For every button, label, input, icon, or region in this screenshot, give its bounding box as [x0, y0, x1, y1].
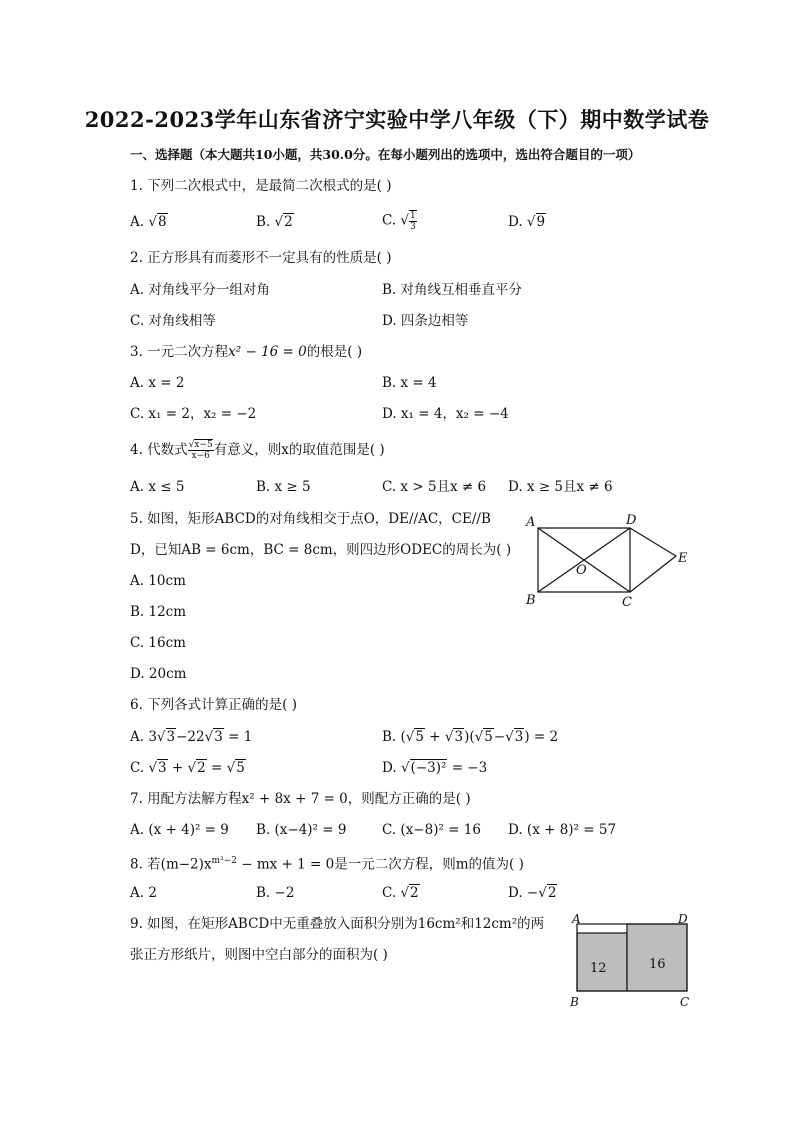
square-16-label: 16: [649, 957, 666, 972]
label-a: A: [526, 515, 536, 530]
q5-option-b: B. 12cm: [130, 604, 187, 620]
q3-option-c: C. x₁ = 2，x₂ = −2: [130, 406, 257, 422]
q1-option-d: D. √9: [508, 214, 546, 230]
q5-option-d: D. 20cm: [130, 666, 187, 682]
q4-option-a: A. x ≤ 5: [130, 479, 185, 495]
q4-option-b: B. x ≥ 5: [256, 479, 311, 495]
label-b: B: [526, 593, 536, 608]
q5-option-a: A. 10cm: [130, 573, 186, 589]
question-6-stem: 6. 下列各式计算正确的是( ): [130, 697, 297, 713]
q7-option-c: C. (x−8)² = 16: [382, 822, 481, 838]
q1-option-a: A. √8: [130, 214, 167, 230]
q8-option-c: C. √2: [382, 885, 419, 901]
question-4-stem: 4. 代数式 $\frac{√x-5}{x-6}$ 有意义，则x的取值范围是( ): [130, 440, 385, 461]
label-c: C: [622, 595, 632, 610]
section-heading: 一、选择题（本大题共10小题，共30.0分。在每小题列出的选项中，选出符合题目的一项）: [130, 147, 641, 162]
label-d: D: [626, 513, 637, 528]
q4-option-c: C. x > 5且x ≠ 6: [382, 479, 487, 495]
question-9-line2: 张正方形纸片，则图中空白部分的面积为( ): [130, 947, 388, 963]
q8-option-b: B. −2: [256, 885, 295, 901]
q7-option-b: B. (x−4)² = 9: [256, 822, 347, 838]
question-5-line1: 5. 如图，矩形ABCD的对角线相交于点O，DE//AC，CE//B: [130, 511, 491, 527]
question-2-stem: 2. 正方形具有而菱形不一定具有的性质是( ): [130, 250, 392, 266]
question-3-stem: 3. 一元二次方程x² − 16 = 0的根是( ): [130, 344, 363, 360]
q5-option-c: C. 16cm: [130, 635, 186, 651]
q2-option-a: A. 对角线平分一组对角: [130, 282, 270, 298]
q8-option-a: A. 2: [130, 885, 157, 901]
question-9-line1: 9. 如图，在矩形ABCD中无重叠放入面积分别为16cm²和12cm²的两: [130, 916, 545, 932]
label-c: C: [680, 995, 690, 1009]
q2-option-c: C. 对角线相等: [130, 313, 216, 329]
question-8-stem: 8. 若$(m-2)x^{m^2-2}$ − mx + 1 = 0是一元二次方程，则m的值为( ): [130, 856, 524, 873]
question-1-stem: 1. 下列二次根式中，是最简二次根式的是( ): [130, 178, 392, 194]
q1-option-b: B. √2: [256, 214, 293, 230]
q7-option-d: D. (x + 8)² = 57: [508, 822, 617, 838]
label-a: A: [572, 914, 581, 926]
q7-option-a: A. (x + 4)² = 9: [130, 822, 229, 838]
q6-option-a: A. 3√3−22√3 = 1: [130, 729, 253, 745]
segments-de-ec: [630, 528, 676, 592]
label-d: D: [678, 914, 688, 926]
question-7-stem: 7. 用配方法解方程x² + 8x + 7 = 0，则配方正确的是( ): [130, 791, 471, 807]
q2-option-b: B. 对角线互相垂直平分: [382, 282, 523, 298]
q5-rectangle-figure: [520, 510, 700, 610]
q6-option-d: D. √(−3)² = −3: [382, 760, 488, 776]
q6-option-c: C. √3 + √2 = √5: [130, 760, 245, 776]
q3-option-b: B. x = 4: [382, 375, 437, 391]
label-b: B: [570, 995, 579, 1009]
page-title: 2022-2023学年山东省济宁实验中学八年级（下）期中数学试卷: [84, 107, 710, 132]
q8-option-d: D. −√2: [508, 885, 557, 901]
q6-option-b: B. (√5 + √3)(√5−√3) = 2: [382, 729, 559, 745]
label-e: E: [678, 551, 688, 566]
q1-option-c: C. √ $\frac{1}{3}$: [382, 211, 416, 232]
label-o: O: [576, 563, 587, 578]
q4-option-d: D. x ≥ 5且x ≠ 6: [508, 479, 613, 495]
q9-squares-figure: [566, 914, 696, 1014]
q3-option-d: D. x₁ = 4，x₂ = −4: [382, 406, 509, 422]
question-5-line2: D，已知AB = 6cm，BC = 8cm，则四边形ODEC的周长为( ): [130, 542, 512, 558]
q2-option-d: D. 四条边相等: [382, 313, 469, 329]
square-12-label: 12: [590, 961, 607, 976]
q3-option-a: A. x = 2: [130, 375, 185, 391]
